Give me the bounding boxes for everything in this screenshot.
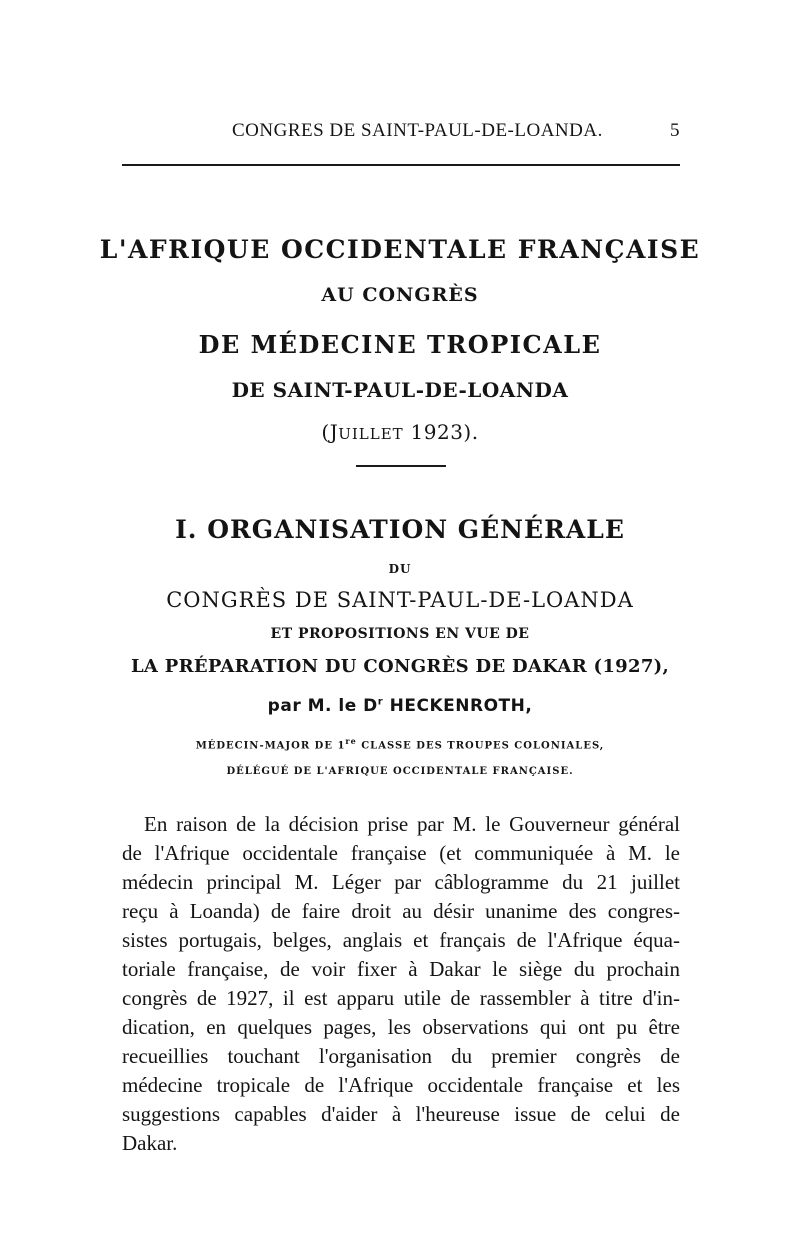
author-superscript: r (377, 696, 384, 708)
date-month-smallcaps: UILLET (338, 425, 404, 443)
paragraph-line: congrès de 1927, il est apparu utile de rassembler à titre d'in- (122, 986, 680, 1010)
rank-prefix: MÉDECIN-MAJOR DE 1 (195, 740, 346, 752)
paragraph-line: dication, en quelques pages, les observations qui ont pu être (122, 1015, 680, 1039)
paragraph-line: sistes portugais, belges, anglais et français de l'Afrique équa- (122, 928, 680, 952)
body-paragraph (122, 810, 680, 1158)
section-divider-rule (356, 465, 446, 467)
paragraph-line: médecin principal M. Léger par câblogramme du 21 juillet (122, 870, 680, 894)
date-year: 1923). (403, 420, 479, 444)
header-rule (122, 164, 680, 166)
running-head (122, 120, 680, 144)
title-line-1: L'AFRIQUE OCCIDENTALE FRANÇAISE (99, 235, 701, 264)
author-rank (0, 736, 800, 751)
paragraph-line: toriale française, de voir fixer à Dakar le siège du prochain (122, 957, 680, 981)
section-heading: I. ORGANISATION GÉNÉRALE (175, 515, 625, 544)
title-line-3: DE MÉDECINE TROPICALE (198, 330, 602, 359)
page-number: 5 (670, 120, 680, 141)
paragraph-line: de l'Afrique occidentale française (et communiquée à M. le (122, 841, 680, 865)
author-line (0, 696, 800, 716)
title-date (0, 420, 800, 444)
rank-superscript: re (345, 736, 357, 746)
title-line-2: AU CONGRÈS (321, 284, 479, 306)
section-propositions: ET PROPOSITIONS EN VUE DE (270, 626, 530, 642)
paragraph-line: Dakar. (122, 1131, 178, 1155)
paragraph-line: médecine tropicale de l'Afrique occidentale française et les (122, 1073, 680, 1097)
author-delegate: DÉLÉGUÉ DE L'AFRIQUE OCCIDENTALE FRANÇAISE. (226, 766, 574, 777)
author-prefix: par M. le D (267, 696, 378, 716)
paragraph-line: recueillies touchant l'organisation du premier congrès de (122, 1044, 680, 1068)
title-line-4: DE SAINT-PAUL-DE-LOANDA (231, 378, 569, 402)
paragraph-line: suggestions capables d'aider à l'heureuse issue de celui de (122, 1102, 680, 1126)
section-congress: CONGRÈS DE SAINT-PAUL-DE-LOANDA (166, 588, 634, 612)
paragraph-line: reçu à Loanda) de faire droit au désir unanime des congres- (122, 899, 680, 923)
author-name: HECKENROTH, (383, 696, 533, 716)
running-head-title: CONGRES DE SAINT-PAUL-DE-LOANDA. (232, 120, 603, 141)
section-preparation: LA PRÉPARATION DU CONGRÈS DE DAKAR (1927), (130, 656, 670, 677)
rank-suffix: CLASSE DES TROUPES COLONIALES, (356, 740, 605, 752)
paragraph-line: En raison de la décision prise par M. le Gouverneur général (144, 812, 680, 836)
date-open: (J (321, 420, 339, 444)
section-du: DU (388, 562, 412, 576)
